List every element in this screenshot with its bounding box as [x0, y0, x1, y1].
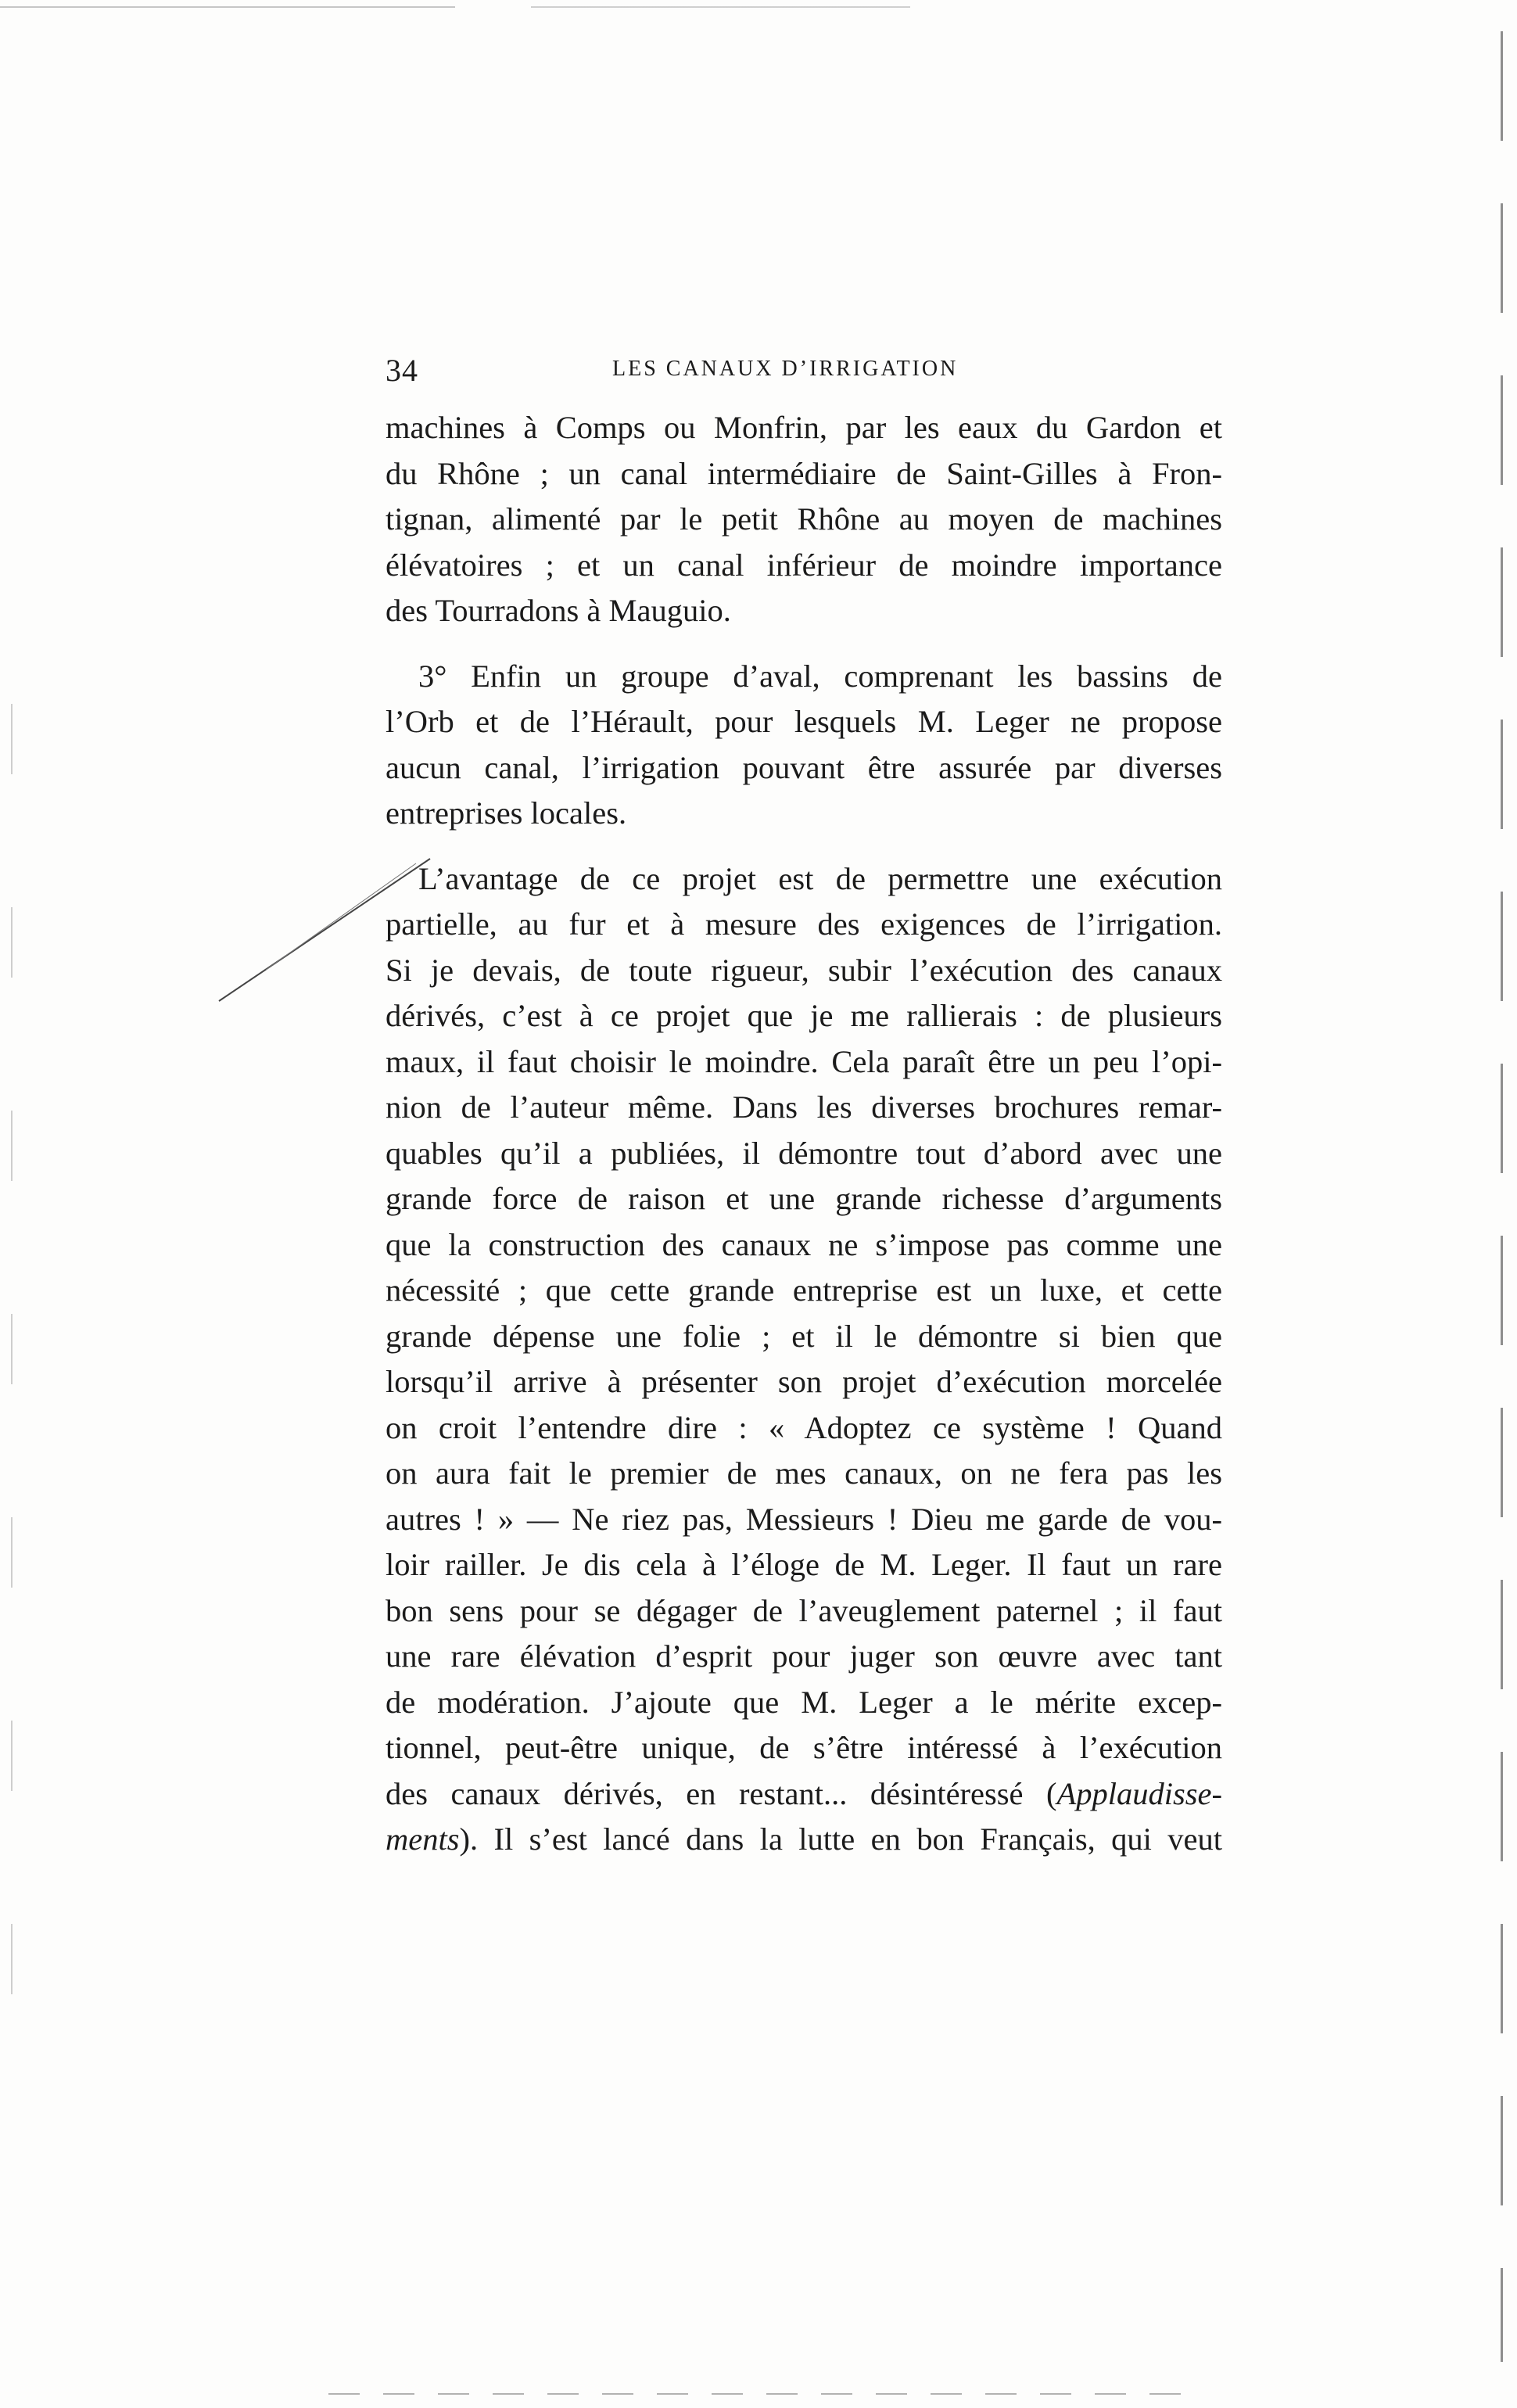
text-line: machines à Comps ou Monfrin, par les eaux du Gardon et: [386, 410, 1222, 445]
scan-edge-top: [0, 6, 1517, 8]
text-line: grande force de raison et une grande richesse d’arguments: [386, 1181, 1222, 1216]
text-line: dérivés, c’est à ce projet que je me rallierais : de plusieurs: [386, 998, 1222, 1033]
text-line: bon sens pour se dégager de l’aveuglement paternel ; il faut: [386, 1592, 1222, 1628]
running-head-title: LES CANAUX D’IRRIGATION: [612, 357, 959, 381]
text-fragment: ). Il s’est lancé dans la lutte en bon Français, qui veut: [459, 1821, 1222, 1857]
text-line: autres ! » — Ne riez pas, Messieurs ! Dieu me garde de vou-: [386, 1501, 1222, 1537]
text-line: nion de l’auteur même. Dans les diverses brochures remar-: [386, 1089, 1222, 1125]
text-line: l’Orb et de l’Hérault, pour lesquels M. Leger ne propose: [386, 704, 1222, 739]
text-fragment: des canaux dérivés, en restant... désintéressé (: [386, 1775, 1057, 1811]
text-line: quables qu’il a publiées, il démontre tout d’abord avec une: [386, 1135, 1222, 1171]
text-line: que la construction des canaux ne s’impose pas comme une: [386, 1226, 1222, 1262]
page-number: 34: [386, 353, 418, 388]
italic-fragment: Applaudisse-: [1056, 1775, 1222, 1811]
italic-fragment: ments: [386, 1821, 460, 1857]
text-line: des Tourradons à Mauguio.: [386, 593, 731, 628]
text-line: on aura fait le premier de mes canaux, on ne fera pas les: [386, 1455, 1222, 1491]
text-line: de modération. J’ajoute que M. Leger a le mérite excep-: [386, 1684, 1222, 1720]
text-line: Si je devais, de toute rigueur, subir l’exécution des canaux: [386, 952, 1222, 988]
text-line: aucun canal, l’irrigation pouvant être assurée par diverses: [386, 749, 1222, 785]
text-line: maux, il faut choisir le moindre. Cela paraît être un peu l’opi-: [386, 1043, 1222, 1079]
paragraph-continuation: [386, 405, 1222, 634]
running-header: [386, 352, 1230, 399]
text-line-applause: [386, 1771, 1222, 1818]
text-line: tionnel, peut-être unique, de s’être intéressé à l’exécution: [386, 1730, 1222, 1765]
text-line: du Rhône ; un canal intermédiaire de Saint-Gilles à Fron-: [386, 455, 1222, 491]
text-line: partielle, au fur et à mesure des exigences de l’irrigation.: [386, 906, 1222, 942]
text-line: entreprises locales.: [386, 795, 627, 831]
paragraph-aval-group: [386, 654, 1222, 837]
text-line: grande dépense une folie ; et il le démontre si bien que: [386, 1318, 1222, 1354]
body-text: [386, 405, 1222, 1863]
text-line: une rare élévation d’esprit pour juger son œuvre avec tant: [386, 1638, 1222, 1674]
paragraph-avantage: [386, 856, 1222, 1863]
text-line: 3° Enfin un groupe d’aval, comprenant les bassins de: [418, 658, 1222, 694]
text-line: nécessité ; que cette grande entreprise est un luxe, et cette: [386, 1272, 1222, 1308]
text-line: on croit l’entendre dire : « Adoptez ce système ! Quand: [386, 1409, 1222, 1445]
scan-edge-bottom: [328, 2393, 1204, 2395]
text-line: tignan, alimenté par le petit Rhône au moyen de machines: [386, 501, 1222, 537]
text-line: élévatoires ; et un canal inférieur de moindre importance: [386, 547, 1222, 583]
scan-edge-left: [11, 704, 13, 2112]
text-line: loir railler. Je dis cela à l’éloge de M. Leger. Il faut un rare: [386, 1547, 1222, 1582]
text-line-applause-end: [386, 1817, 1222, 1863]
text-line: L’avantage de ce projet est de permettre une exécution: [418, 860, 1222, 896]
text-line: lorsqu’il arrive à présenter son projet d’exécution morcelée: [386, 1364, 1222, 1399]
scan-edge-right: [1501, 31, 1503, 2362]
